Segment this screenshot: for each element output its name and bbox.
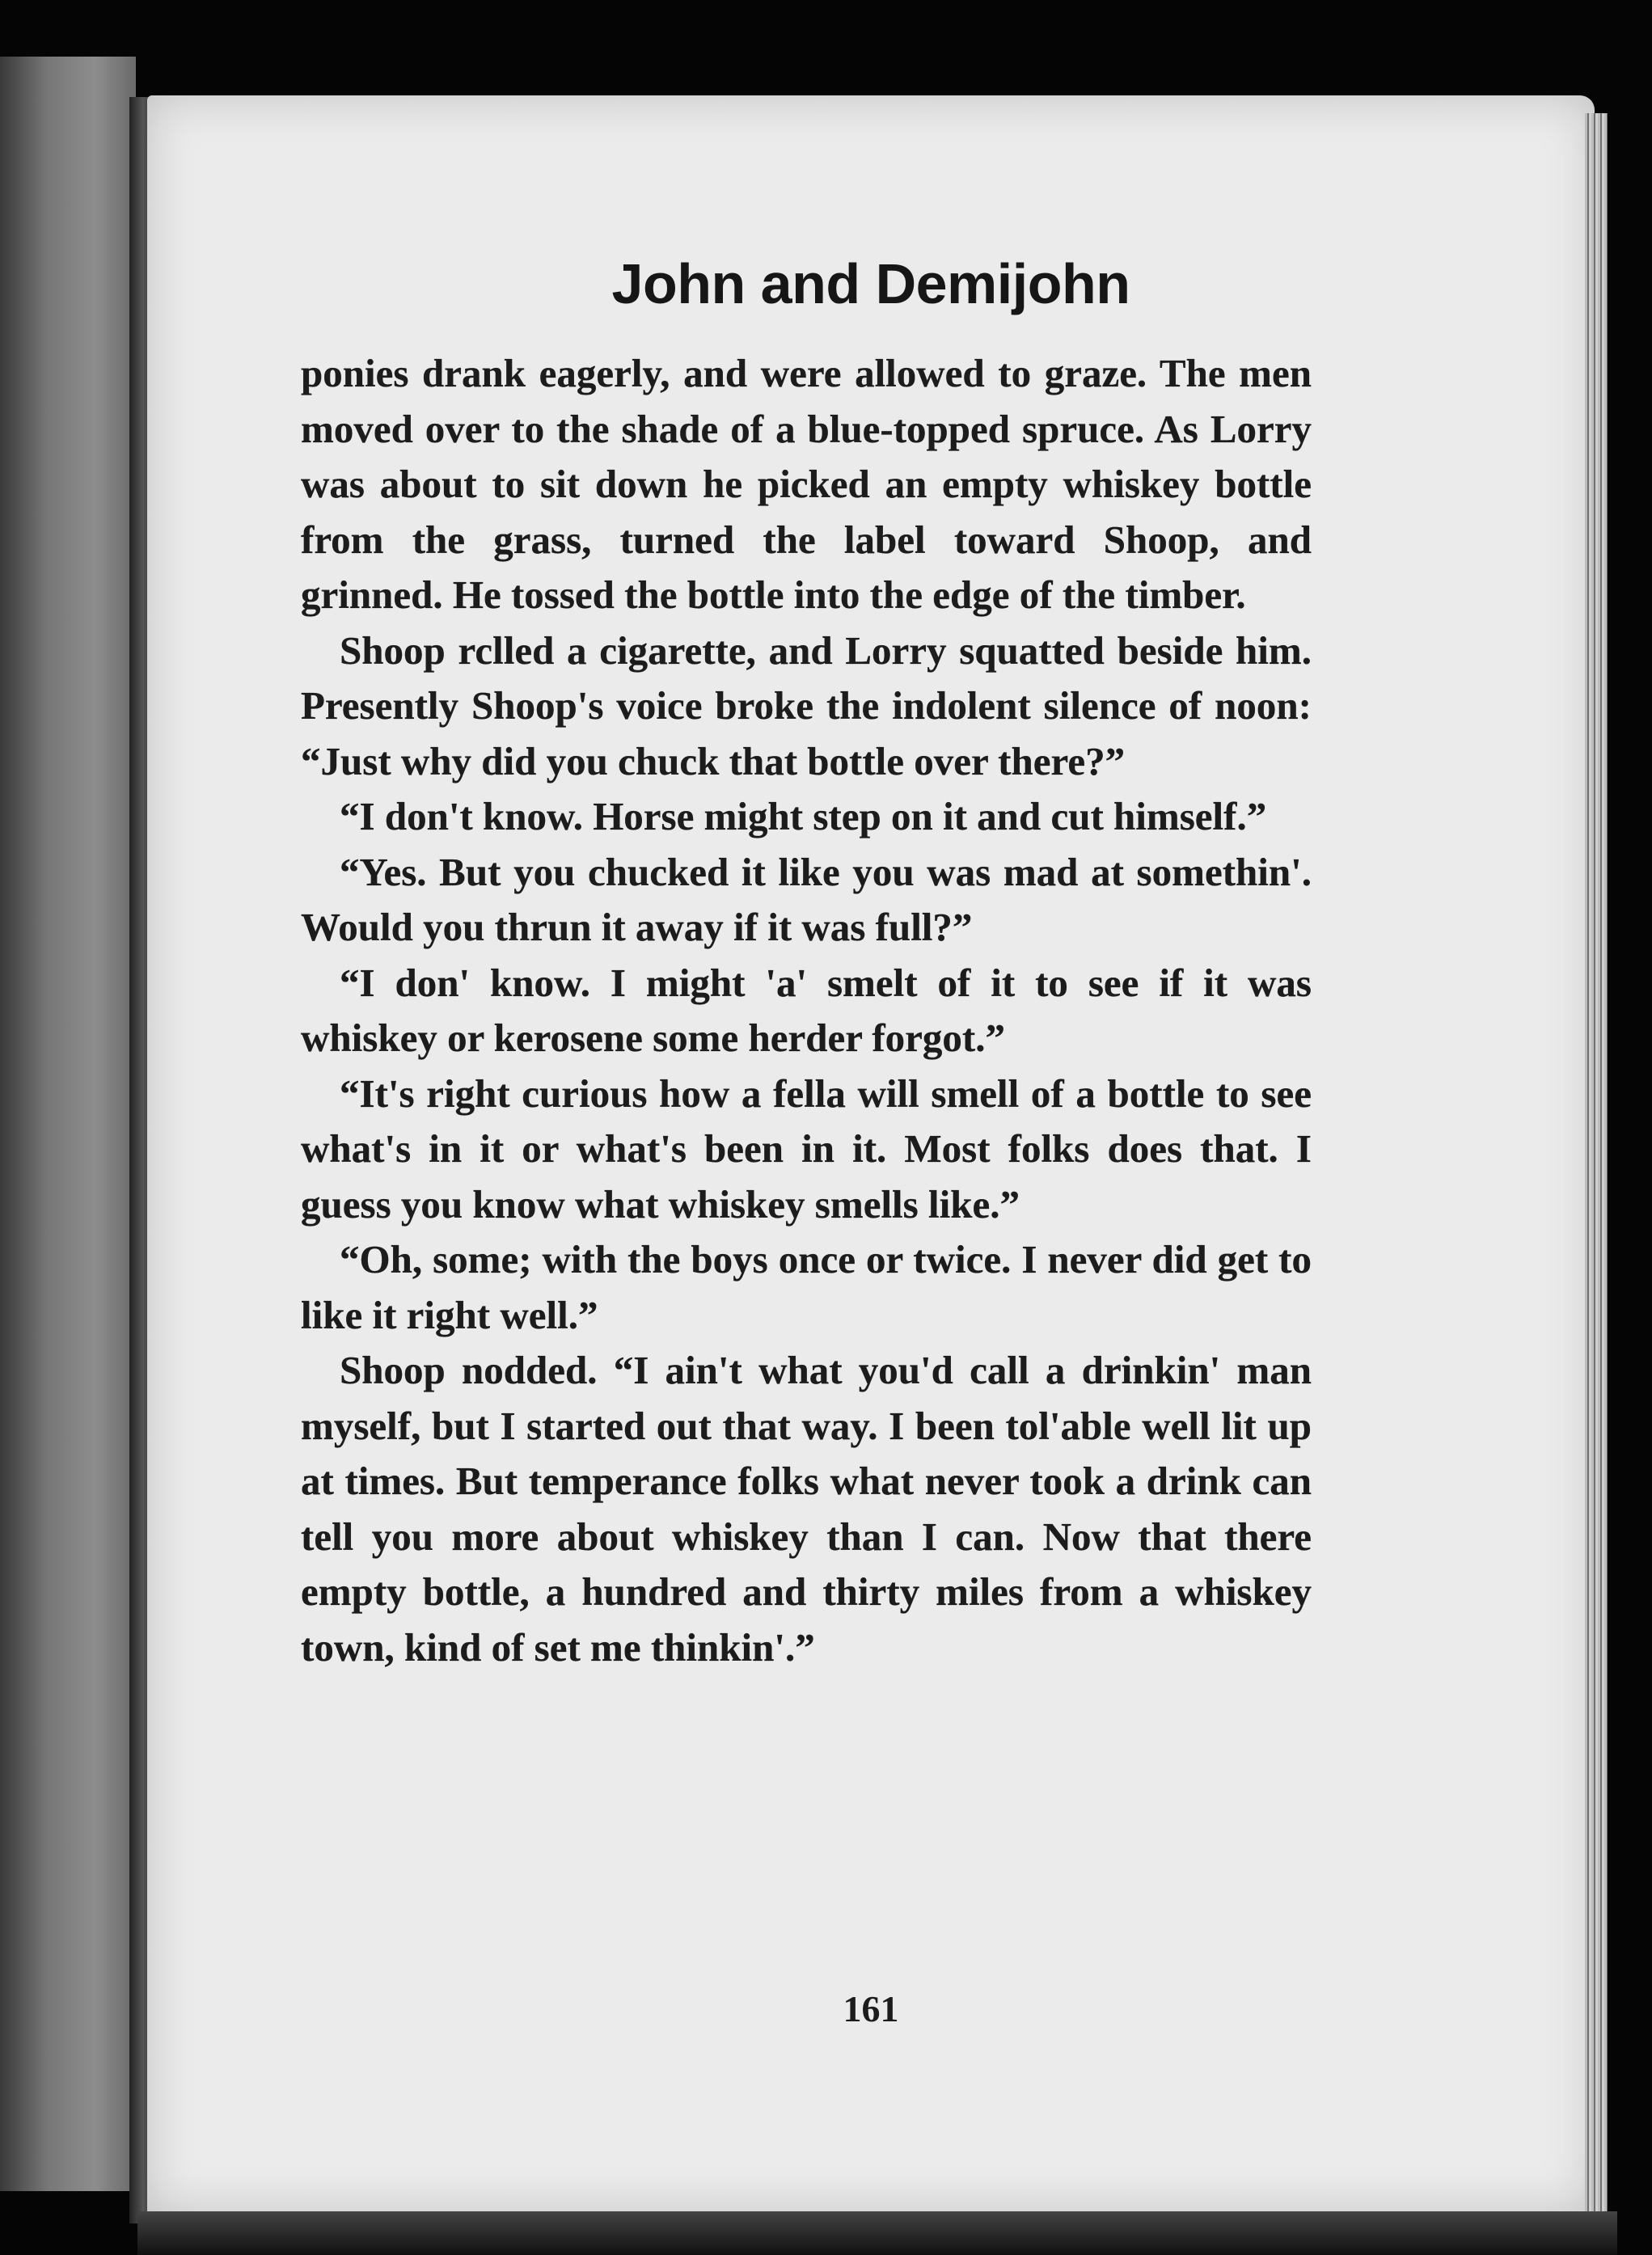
page-number: 161 [843,1988,899,2029]
paragraph: “I don' know. I might 'a' smelt of it to see if it was whiskey or kerosene some herder forgot.” [301,960,1312,1060]
paragraph: Shoop rclled a cigarette, and Lorry squatted beside him. Presently Shoop's voice broke the indolent silence of noon: “Just why did you chuck that bottle over there?” [301,627,1312,783]
paragraph: “Yes. But you chucked it like you was mad at somethin'. Would you thrun it away if it was full?” [301,849,1312,949]
paragraph: “I don't know. Horse might step on it and cut himself.” [340,794,1267,838]
paragraph: “It's right curious how a fella will smell of a bottle to see what's in it or what's been in it. Most folks does that. I guess you know what whiskey smells like.” [301,1070,1312,1227]
paragraph: Shoop nodded. “I ain't what you'd call a drinkin' man myself, but I started out that way. I been tol'able well lit up at times. But temperance folks what never took a drink can tell you more about whiskey than I can. Now that there empty bottle, a hundred and thirty miles from a whiskey town, kind of set me thinkin'.” [301,1348,1312,1670]
running-head: John and Demijohn [611,252,1130,315]
paragraph: “Oh, some; with the boys once or twice. I never did get to like it right well.” [301,1237,1312,1337]
bottom-shadow [137,2211,1617,2255]
paragraph: ponies drank eagerly, and were allowed to graze. The men moved over to the shade of a blue-topped spruce. As Lorry was about to sit down he picked an empty whiskey bottle from the grass, turned the label toward Shoop, and grinned. He tossed the bottle into the edge of the timber. [301,351,1312,617]
body-text [301,346,1312,1675]
facing-page-edge [0,57,136,2191]
page-stack-edge [1585,113,1608,2215]
